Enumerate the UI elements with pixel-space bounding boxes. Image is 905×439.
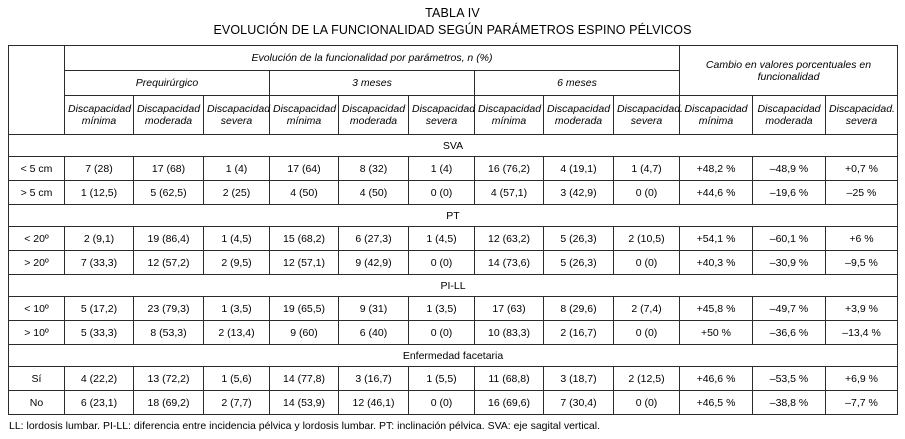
header-subcol-10: Discapacidad moderada (753, 96, 826, 135)
cell: +3,9 % (826, 297, 898, 321)
header-subcol-2: Discapacidad severa (204, 96, 270, 135)
header-period-prequirurgico: Prequirúrgico (65, 71, 270, 96)
table-number: TABLA IV (425, 6, 480, 20)
cell: 0 (0) (409, 321, 475, 345)
cell: 19 (86,4) (134, 227, 204, 251)
row-label: > 20º (9, 251, 65, 275)
header-subcol-7: Discapacidad moderada (544, 96, 614, 135)
cell: 17 (63) (475, 297, 544, 321)
cell: 5 (26,3) (544, 251, 614, 275)
header-subcol-11: Discapacidad. severa (826, 96, 898, 135)
header-period-6meses: 6 meses (475, 71, 680, 96)
section-label: SVA (9, 135, 898, 157)
row-label: No (9, 391, 65, 415)
cell: 8 (53,3) (134, 321, 204, 345)
row-label: > 5 cm (9, 181, 65, 205)
cell: 10 (83,3) (475, 321, 544, 345)
table-row (9, 227, 898, 251)
cell: +48,2 % (680, 157, 753, 181)
cell: 6 (27,3) (339, 227, 409, 251)
cell: –13,4 % (826, 321, 898, 345)
cell: 0 (0) (614, 251, 680, 275)
table-section-row (9, 345, 898, 367)
cell: 1 (4) (409, 157, 475, 181)
table-row (9, 391, 898, 415)
cell: 2 (25) (204, 181, 270, 205)
cell: –48,9 % (753, 157, 826, 181)
cell: 23 (79,3) (134, 297, 204, 321)
cell: 1 (5,5) (409, 367, 475, 391)
cell: 5 (62,5) (134, 181, 204, 205)
header-subcol-8: Discapacidad. severa (614, 96, 680, 135)
cell: –25 % (826, 181, 898, 205)
table-row (9, 297, 898, 321)
header-subcol-0: Discapacidad mínima (65, 96, 134, 135)
row-label: > 10º (9, 321, 65, 345)
cell: 1 (4,5) (409, 227, 475, 251)
cell: 9 (42,9) (339, 251, 409, 275)
cell: +6 % (826, 227, 898, 251)
cell: 7 (30,4) (544, 391, 614, 415)
cell: 14 (73,6) (475, 251, 544, 275)
table-footnote: LL: lordosis lumbar. PI-LL: diferencia entre incidencia pélvica y lordosis lumbar. PT: inclinación pélvica. SVA: eje sagital vertical. (9, 420, 601, 433)
header-row-top (9, 46, 898, 71)
cell: +0,7 % (826, 157, 898, 181)
cell: 1 (3,5) (409, 297, 475, 321)
table-section-row (9, 135, 898, 157)
table-section-row (9, 275, 898, 297)
cell: 6 (40) (339, 321, 409, 345)
cell: –38,8 % (753, 391, 826, 415)
section-label: PI-LL (9, 275, 898, 297)
cell: 6 (23,1) (65, 391, 134, 415)
cell: 1 (3,5) (204, 297, 270, 321)
cell: –9,5 % (826, 251, 898, 275)
cell: 12 (57,1) (270, 251, 339, 275)
header-period-3meses: 3 meses (270, 71, 475, 96)
cell: 15 (68,2) (270, 227, 339, 251)
cell: 0 (0) (614, 181, 680, 205)
cell: 4 (50) (339, 181, 409, 205)
cell: 0 (0) (409, 181, 475, 205)
cell: +45,8 % (680, 297, 753, 321)
cell: 4 (19,1) (544, 157, 614, 181)
table-row (9, 157, 898, 181)
cell: –49,7 % (753, 297, 826, 321)
cell: 1 (5,6) (204, 367, 270, 391)
table-row (9, 367, 898, 391)
header-row-subcolumns (9, 96, 898, 135)
cell: 17 (68) (134, 157, 204, 181)
row-label: < 5 cm (9, 157, 65, 181)
cell: 0 (0) (614, 321, 680, 345)
cell: 19 (65,5) (270, 297, 339, 321)
cell: 8 (32) (339, 157, 409, 181)
row-label: < 10º (9, 297, 65, 321)
cell: 3 (16,7) (339, 367, 409, 391)
cell: –36,6 % (753, 321, 826, 345)
header-subcol-5: Discapacidad severa (409, 96, 475, 135)
cell: 17 (64) (270, 157, 339, 181)
header-corner (9, 46, 65, 135)
cell: 13 (72,2) (134, 367, 204, 391)
cell: 5 (33,3) (65, 321, 134, 345)
cell: +46,6 % (680, 367, 753, 391)
cell: 7 (33,3) (65, 251, 134, 275)
cell: +54,1 % (680, 227, 753, 251)
cell: –19,6 % (753, 181, 826, 205)
cell: 2 (16,7) (544, 321, 614, 345)
cell: 1 (4) (204, 157, 270, 181)
table-caption: EVOLUCIÓN DE LA FUNCIONALIDAD SEGÚN PARÁMETROS ESPINO PÉLVICOS (213, 22, 692, 37)
table-body (9, 135, 898, 415)
cell: 1 (4,5) (204, 227, 270, 251)
table-row (9, 181, 898, 205)
cell: 2 (10,5) (614, 227, 680, 251)
cell: 16 (69,6) (475, 391, 544, 415)
cell: +40,3 % (680, 251, 753, 275)
cell: 18 (69,2) (134, 391, 204, 415)
header-group-main: Evolución de la funcionalidad por parámetros, n (%) (65, 46, 680, 71)
cell: 4 (22,2) (65, 367, 134, 391)
cell: 16 (76,2) (475, 157, 544, 181)
cell: 1 (12,5) (65, 181, 134, 205)
cell: 2 (9,1) (65, 227, 134, 251)
header-subcol-3: Discapacidad mínima (270, 96, 339, 135)
cell: 0 (0) (409, 391, 475, 415)
cell: 3 (18,7) (544, 367, 614, 391)
cell: –30,9 % (753, 251, 826, 275)
cell: 2 (7,7) (204, 391, 270, 415)
cell: 0 (0) (614, 391, 680, 415)
cell: –7,7 % (826, 391, 898, 415)
cell: +50 % (680, 321, 753, 345)
cell: 7 (28) (65, 157, 134, 181)
cell: 14 (77,8) (270, 367, 339, 391)
cell: 14 (53,9) (270, 391, 339, 415)
cell: 12 (63,2) (475, 227, 544, 251)
table-row (9, 251, 898, 275)
cell: 12 (46,1) (339, 391, 409, 415)
cell: 9 (60) (270, 321, 339, 345)
header-group-change: Cambio en valores porcentuales en funcionalidad (680, 46, 898, 96)
cell: +46,5 % (680, 391, 753, 415)
cell: +44,6 % (680, 181, 753, 205)
row-label: < 20º (9, 227, 65, 251)
header-subcol-6: Discapacidad mínima (475, 96, 544, 135)
cell: 5 (17,2) (65, 297, 134, 321)
data-table (8, 45, 898, 415)
cell: +6,9 % (826, 367, 898, 391)
cell: 8 (29,6) (544, 297, 614, 321)
cell: –60,1 % (753, 227, 826, 251)
header-subcol-4: Discapacidad moderada (339, 96, 409, 135)
cell: 2 (13,4) (204, 321, 270, 345)
cell: 2 (7,4) (614, 297, 680, 321)
cell: 0 (0) (409, 251, 475, 275)
cell: –53,5 % (753, 367, 826, 391)
table-section-row (9, 205, 898, 227)
cell: 4 (50) (270, 181, 339, 205)
table-title (8, 6, 897, 38)
cell: 4 (57,1) (475, 181, 544, 205)
cell: 2 (12,5) (614, 367, 680, 391)
cell: 1 (4,7) (614, 157, 680, 181)
cell: 9 (31) (339, 297, 409, 321)
cell: 2 (9,5) (204, 251, 270, 275)
header-subcol-1: Discapacidad moderada (134, 96, 204, 135)
cell: 5 (26,3) (544, 227, 614, 251)
header-subcol-9: Discapacidad mínima (680, 96, 753, 135)
cell: 12 (57,2) (134, 251, 204, 275)
section-label: Enfermedad facetaria (9, 345, 898, 367)
section-label: PT (9, 205, 898, 227)
cell: 11 (68,8) (475, 367, 544, 391)
row-label: Sí (9, 367, 65, 391)
cell: 3 (42,9) (544, 181, 614, 205)
table-row (9, 321, 898, 345)
